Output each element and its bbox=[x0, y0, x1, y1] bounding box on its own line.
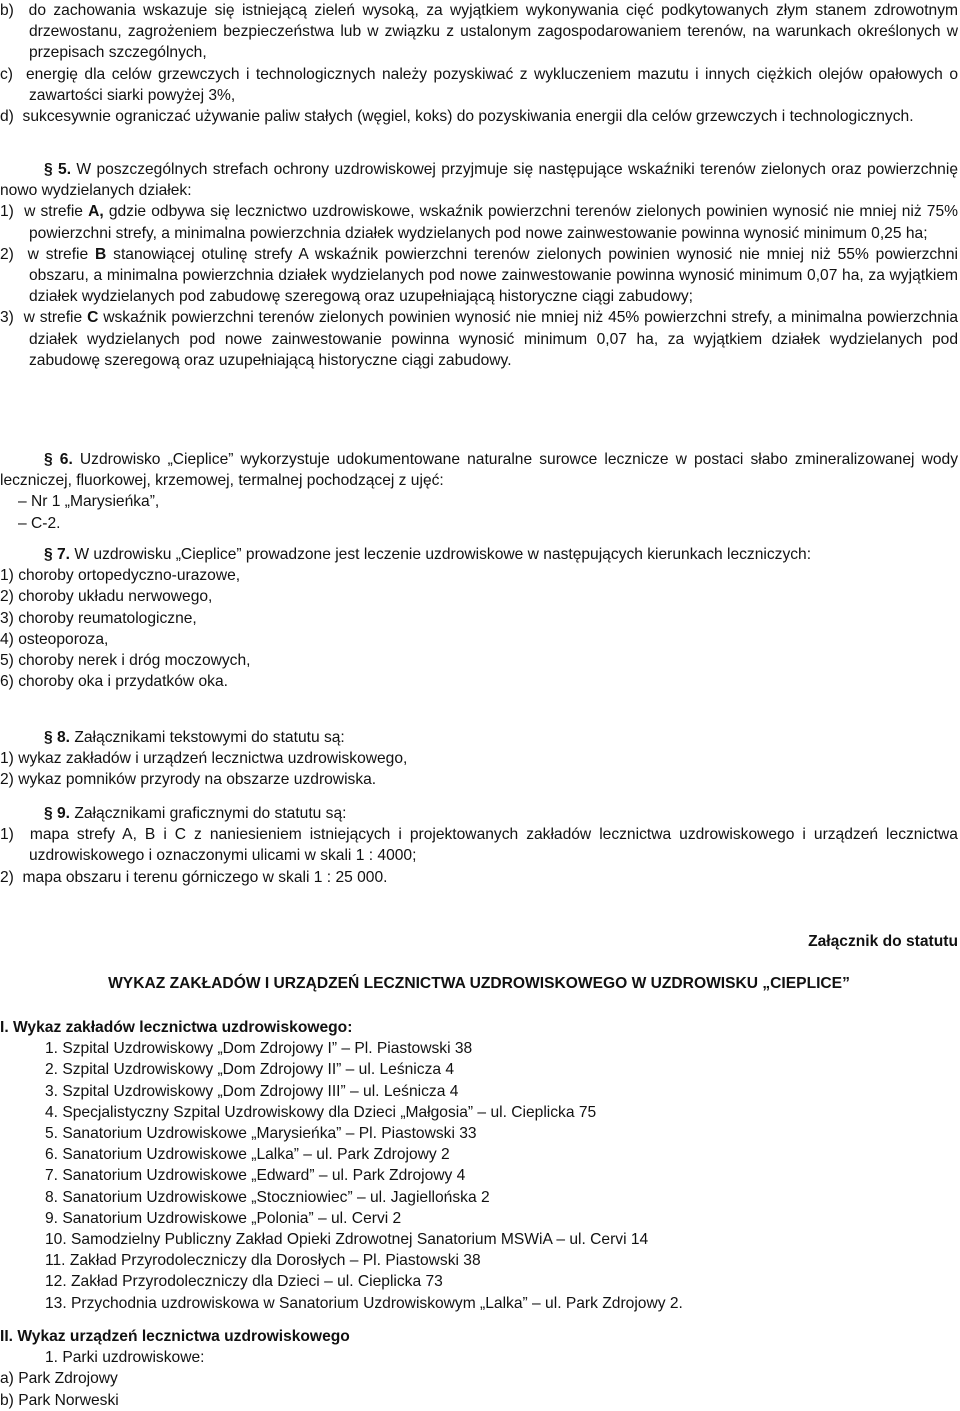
item-label: c) bbox=[0, 65, 13, 83]
list-item: 10. Samodzielny Publiczny Zakład Opieki Zdrowotnej Sanatorium MSWiA – ul. Cervi 14 bbox=[45, 1231, 649, 1249]
list-item: a) Park Zdrojowy bbox=[0, 1370, 118, 1388]
list-item: 3. Szpital Uzdrowiskowy „Dom Zdrojowy III” – ul. Leśnicza 4 bbox=[45, 1082, 459, 1100]
subsection-heading: 1. Parki uzdrowiskowe: bbox=[45, 1349, 205, 1367]
section-8 bbox=[0, 727, 958, 791]
section-number: § 6. bbox=[44, 451, 73, 468]
item-label: 1) bbox=[0, 203, 14, 221]
item-text: wskaźnik powierzchni terenów zielonych powinien wynosić nie mniej niż 45% powierzchni strefy, a minimalna powierzchnia działek wydzielanych pod nowe zainwestowanie powinna wynosić minimum 0,07 ha, za wyjątkiem działek wydzielanych pod zabudowę szeregową oraz uzupełniającą historyczne ciągi zabudowy. bbox=[29, 309, 958, 369]
list-item: 5. Sanatorium Uzdrowiskowe „Marysieńka” – Pl. Piastowski 33 bbox=[45, 1125, 477, 1143]
annex-section-1 bbox=[0, 1017, 958, 1314]
section-number: § 9. bbox=[44, 805, 71, 822]
list-item: 1. Szpital Uzdrowiskowy „Dom Zdrojowy I” – Pl. Piastowski 38 bbox=[45, 1040, 473, 1058]
annex-title-block bbox=[0, 973, 958, 994]
list-item-b bbox=[0, 0, 958, 64]
item-text: mapa obszaru i terenu górniczego w skali 1 : 25 000. bbox=[22, 868, 388, 886]
section-text: Uzdrowisko „Cieplice” wykorzystuje udokumentowane naturalne surowce lecznicze w postaci słabo zmineralizowanej wody leczniczej, fluorkowej, krzemowej, termalnej pochodzącej z ujęć: bbox=[0, 451, 958, 490]
annex-section-2 bbox=[0, 1326, 958, 1411]
list-item: 8. Sanatorium Uzdrowiskowe „Stoczniowiec” – ul. Jagiellońska 2 bbox=[45, 1188, 490, 1206]
section-text: W uzdrowisku „Cieplice” prowadzone jest leczenie uzdrowiskowe w następujących kierunkach leczniczych: bbox=[74, 546, 812, 563]
list-item: 7. Sanatorium Uzdrowiskowe „Edward” – ul. Park Zdrojowy 4 bbox=[45, 1167, 466, 1185]
top-list bbox=[0, 0, 958, 127]
section-intro bbox=[0, 544, 958, 565]
section-text: W poszczególnych strefach ochrony uzdrowiskowej przyjmuje się następujące wskaźniki terenów zielonych oraz powierzchnię nowo wydzielanych działek: bbox=[0, 161, 958, 200]
item-text: energię dla celów grzewczych i technologicznych należy pozyskiwać z wykluczeniem mazutu i innych ciężkich olejów opałowych o zawartości siarki powyżej 3%, bbox=[25, 65, 958, 104]
item-label: d) bbox=[0, 108, 14, 126]
annex-title: WYKAZ ZAKŁADÓW I URZĄDZEŃ LECZNICTWA UZDROWISKOWEGO W UZDROWISKU „CIEPLICE” bbox=[108, 975, 850, 992]
annex-label: Załącznik do statutu bbox=[808, 933, 958, 950]
item-label: 2) bbox=[0, 868, 14, 886]
section-heading: I. Wykaz zakładów lecznictwa uzdrowiskowego: bbox=[0, 1019, 353, 1036]
list-item: 6) choroby oka i przydatków oka. bbox=[0, 673, 228, 691]
item-label: 1) bbox=[0, 826, 14, 844]
item-text: w strefie bbox=[23, 309, 83, 327]
section-6 bbox=[0, 449, 958, 534]
zone-label: A, bbox=[88, 203, 104, 221]
list-item-d bbox=[0, 106, 958, 127]
list-item: 12. Zakład Przyrodoleczniczy dla Dzieci – ul. Cieplicka 73 bbox=[45, 1273, 443, 1291]
item-text: w strefie bbox=[24, 203, 83, 221]
list-item: 6. Sanatorium Uzdrowiskowe „Lalka” – ul. Park Zdrojowy 2 bbox=[45, 1146, 450, 1164]
list-item: 4) osteoporoza, bbox=[0, 630, 109, 648]
annex-label-block bbox=[0, 931, 958, 952]
list-item: b) Park Norweski bbox=[0, 1391, 119, 1409]
section-9 bbox=[0, 803, 958, 888]
item-text: sukcesywnie ograniczać używanie paliw stałych (węgiel, koks) do pozyskiwania energii dla celów grzewczych i technologicznych. bbox=[22, 108, 914, 126]
list-item: 2) wykaz pomników przyrody na obszarze uzdrowiska. bbox=[0, 771, 377, 789]
item-text: mapa strefy A, B i C z naniesieniem istniejących i projektowanych zakładów lecznictwa uzdrowiskowego i urządzeń lecznictwa uzdrowiskowego i oznaczonymi ulicami w skali 1 : 4000; bbox=[29, 826, 958, 865]
section-intro bbox=[0, 449, 958, 491]
item-label: b) bbox=[0, 2, 14, 19]
item-label: 2) bbox=[0, 245, 14, 263]
section-intro bbox=[0, 159, 958, 201]
list-item: 2) choroby układu nerwowego, bbox=[0, 588, 213, 606]
list-item: 1) choroby ortopedyczno-urazowe, bbox=[0, 567, 241, 585]
list-item bbox=[0, 824, 958, 866]
section-intro bbox=[0, 727, 958, 748]
section-intro bbox=[0, 803, 958, 824]
list-item: 5) choroby nerek i dróg moczowych, bbox=[0, 652, 251, 670]
item-label: 3) bbox=[0, 309, 14, 327]
section-text: Załącznikami graficznymi do statutu są: bbox=[74, 805, 347, 822]
section-5 bbox=[0, 159, 958, 371]
section-text: Załącznikami tekstowymi do statutu są: bbox=[74, 729, 345, 746]
zone-label: C bbox=[87, 309, 99, 327]
list-item: 1) wykaz zakładów i urządzeń lecznictwa uzdrowiskowego, bbox=[0, 750, 408, 768]
list-item bbox=[0, 244, 958, 308]
list-item bbox=[0, 201, 958, 243]
zone-label: B bbox=[95, 245, 107, 263]
list-item: 9. Sanatorium Uzdrowiskowe „Polonia” – ul. Cervi 2 bbox=[45, 1209, 402, 1227]
list-item bbox=[0, 867, 958, 888]
list-item: – Nr 1 „Marysieńka”, bbox=[18, 493, 160, 511]
section-number: § 5. bbox=[44, 161, 72, 178]
section-heading: II. Wykaz urządzeń lecznictwa uzdrowiskowego bbox=[0, 1328, 350, 1345]
item-text: gdzie odbywa się lecznictwo uzdrowiskowe, wskaźnik powierzchni terenów zielonych powinien wynosić nie mniej niż 75% powierzchni strefy, a minimalna powierzchnia działek wydzielanych pod nowe zainwestowanie powinna wynosić minimum 0,25 ha; bbox=[29, 203, 958, 242]
list-item: 4. Specjalistyczny Szpital Uzdrowiskowy dla Dzieci „Małgosia” – ul. Cieplicka 75 bbox=[45, 1103, 597, 1121]
list-item: 13. Przychodnia uzdrowiskowa w Sanatorium Uzdrowiskowym „Lalka” – ul. Park Zdrojowy 2. bbox=[45, 1294, 683, 1312]
item-text: w strefie bbox=[27, 245, 89, 263]
section-7 bbox=[0, 544, 958, 692]
section-number: § 8. bbox=[44, 729, 71, 746]
list-item: 2. Szpital Uzdrowiskowy „Dom Zdrojowy II” – ul. Leśnicza 4 bbox=[45, 1061, 455, 1079]
item-text: do zachowania wskazuje się istniejącą zieleń wysoką, za wyjątkiem wykonywania cięć podkytowanych złym stanem zdrowotnym drzewostanu, zagrożeniem bezpieczeństwa lub w związku z ustalonym zagospodarowaniem terenów, na warunkach określonych w przepisach szczególnych, bbox=[28, 2, 958, 62]
list-item bbox=[0, 307, 958, 371]
section-number: § 7. bbox=[44, 546, 71, 563]
list-item-c bbox=[0, 64, 958, 106]
list-item: – C-2. bbox=[18, 514, 61, 532]
item-text: stanowiącej otulinę strefy A wskaźnik powierzchni terenów zielonych powinien wynosić nie mniej niż 55% powierzchni obszaru, a minimalna powierzchnia działek wydzielanych pod nowe zainwestowanie powinna wynosić minimum 0,07 ha, za wyjątkiem działek wydzielanych pod zabudowę szeregową oraz uzupełniającą historyczne ciągi zabudowy; bbox=[29, 245, 959, 306]
list-item: 3) choroby reumatologiczne, bbox=[0, 609, 197, 627]
list-item: 11. Zakład Przyrodoleczniczy dla Dorosłych – Pl. Piastowski 38 bbox=[45, 1252, 481, 1270]
